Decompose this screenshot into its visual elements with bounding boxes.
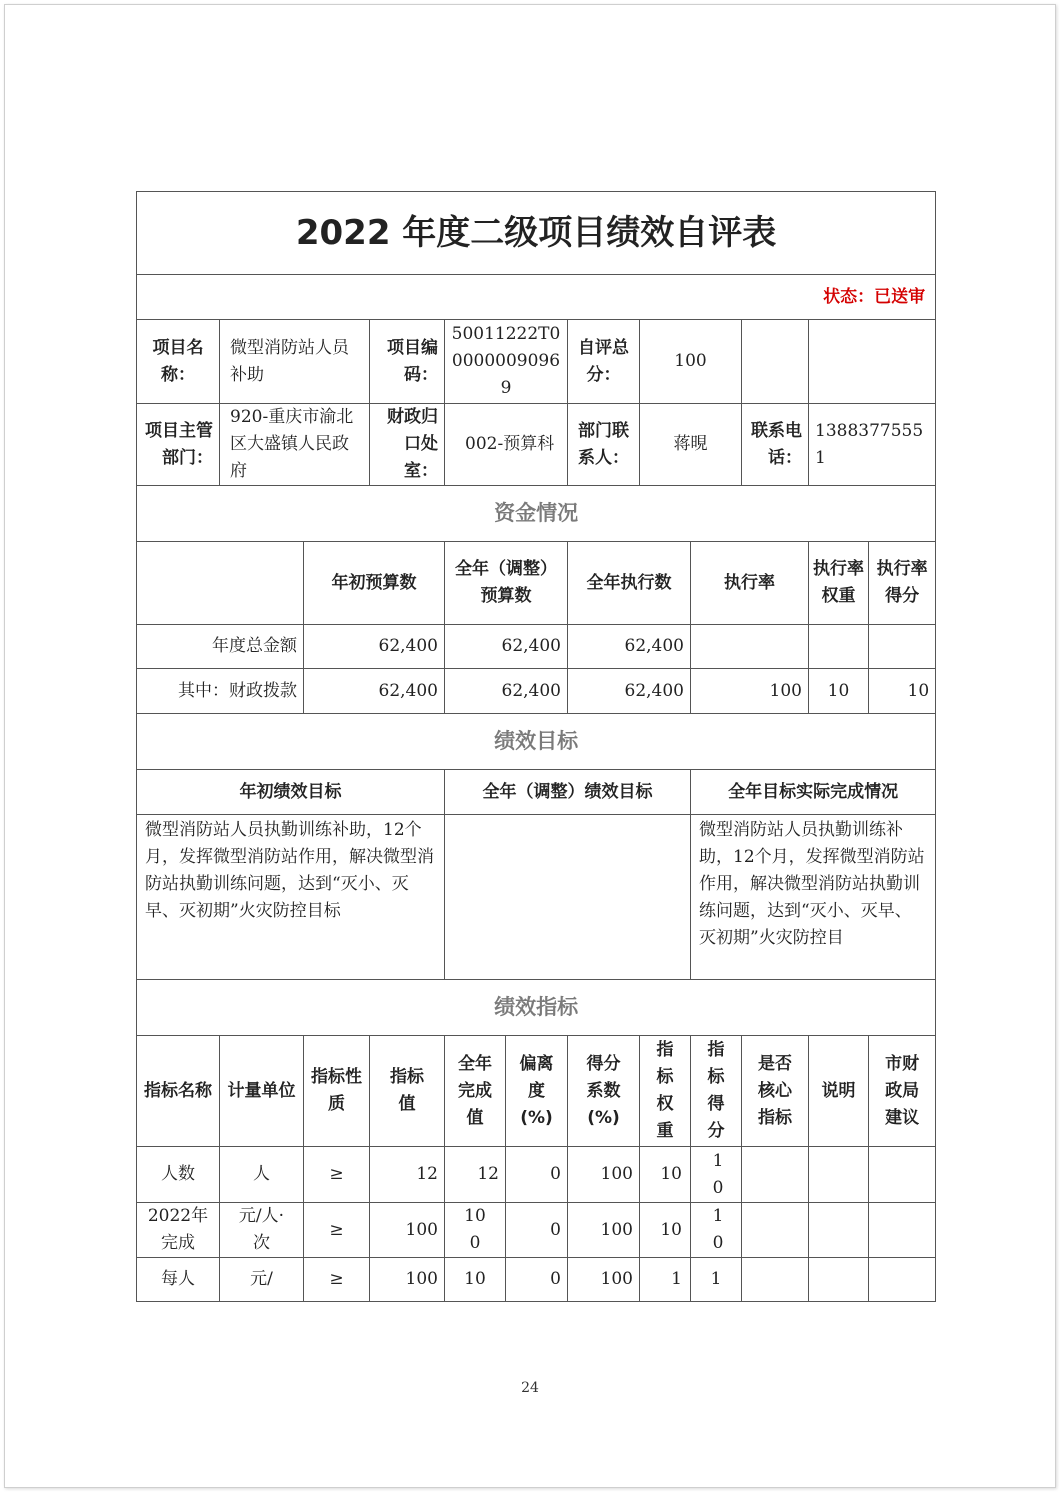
ind-coef: 100 <box>568 1147 640 1203</box>
ind-note <box>809 1147 869 1203</box>
ind-done: 10 <box>445 1258 506 1302</box>
ind-header-advice: 市财政局建议 <box>869 1036 936 1147</box>
ind-unit: 元/ <box>220 1258 304 1302</box>
ind-coef: 100 <box>568 1258 640 1302</box>
finance-label: 财政归口处室： <box>370 404 445 486</box>
ind-done: 100 <box>445 1203 506 1258</box>
funds-header-score: 执行率得分 <box>869 542 936 625</box>
goals-header-initial: 年初绩效目标 <box>137 770 445 815</box>
funds-row-label: 年度总金额 <box>137 625 304 669</box>
ind-weight: 1 <box>640 1258 691 1302</box>
funds-header-blank <box>137 542 304 625</box>
project-name-label: 项目名称： <box>137 320 220 404</box>
ind-header-unit: 计量单位 <box>220 1036 304 1147</box>
dept-value: 920-重庆市渝北区大盛镇人民政府 <box>220 404 370 486</box>
goals-header-adjusted: 全年（调整）绩效目标 <box>445 770 691 815</box>
contact-label: 部门联系人： <box>568 404 640 486</box>
funds-row-adjusted: 62,400 <box>445 625 568 669</box>
phone-label: 联系电话： <box>742 404 809 486</box>
ind-unit: 元/人·次 <box>220 1203 304 1258</box>
form-title: 2022 年度二级项目绩效自评表 <box>137 192 936 275</box>
evaluation-form <box>136 191 936 1302</box>
funds-row-adjusted: 62,400 <box>445 669 568 714</box>
score-label: 自评总分： <box>568 320 640 404</box>
goals-initial-text: 微型消防站人员执勤训练补助，12个月，发挥微型消防站作用，解决微型消防站执勤训练问题，达到“灭小、灭早、灭初期”火灾防控目标 <box>137 815 445 980</box>
goals-header-actual: 全年目标实际完成情况 <box>691 770 936 815</box>
ind-name: 每人 <box>137 1258 220 1302</box>
funds-row-initial: 62,400 <box>304 669 445 714</box>
indicators-section-title: 绩效指标 <box>137 980 936 1036</box>
status-text: 状态：已送审 <box>137 275 936 320</box>
funds-header-executed: 全年执行数 <box>568 542 691 625</box>
funds-header-weight: 执行率权重 <box>809 542 869 625</box>
goals-section-title: 绩效目标 <box>137 714 936 770</box>
ind-name: 人数 <box>137 1147 220 1203</box>
indicator-row <box>137 1258 936 1302</box>
goals-actual-text: 微型消防站人员执勤训练补助，12个月，发挥微型消防站作用，解决微型消防站执勤训练问题，达到“灭小、灭早、灭初期”火灾防控目 <box>691 815 936 980</box>
ind-header-dev: 偏离度(%) <box>506 1036 568 1147</box>
ind-core <box>742 1147 809 1203</box>
ind-header-done: 全年完成值 <box>445 1036 506 1147</box>
ind-note <box>809 1203 869 1258</box>
funds-row-weight: 10 <box>809 669 869 714</box>
funds-section-title: 资金情况 <box>137 486 936 542</box>
ind-value: 100 <box>370 1203 445 1258</box>
ind-advice <box>869 1203 936 1258</box>
ind-header-name: 指标名称 <box>137 1036 220 1147</box>
ind-note <box>809 1258 869 1302</box>
ind-dev: 0 <box>506 1203 568 1258</box>
finance-value: 002-预算科 <box>445 404 568 486</box>
funds-row-label: 其中：财政拨款 <box>137 669 304 714</box>
ind-value: 100 <box>370 1258 445 1302</box>
ind-header-value: 指标值 <box>370 1036 445 1147</box>
ind-header-score: 指标得分 <box>691 1036 742 1147</box>
ind-value: 12 <box>370 1147 445 1203</box>
funds-row-score: 10 <box>869 669 936 714</box>
funds-row-rate: 100 <box>691 669 809 714</box>
contact-value: 蒋晛 <box>640 404 742 486</box>
ind-core <box>742 1258 809 1302</box>
project-code-value: 50011222T000000090969 <box>445 320 568 404</box>
ind-core <box>742 1203 809 1258</box>
funds-row-initial: 62,400 <box>304 625 445 669</box>
empty-cell <box>809 320 936 404</box>
ind-done: 12 <box>445 1147 506 1203</box>
ind-dev: 0 <box>506 1147 568 1203</box>
funds-row-weight <box>809 625 869 669</box>
ind-nature: ≥ <box>304 1203 370 1258</box>
funds-header-adjusted: 全年（调整）预算数 <box>445 542 568 625</box>
funds-row-rate <box>691 625 809 669</box>
project-code-label: 项目编码： <box>370 320 445 404</box>
funds-header-rate: 执行率 <box>691 542 809 625</box>
ind-header-weight: 指标权重 <box>640 1036 691 1147</box>
page-number: 24 <box>521 1380 539 1396</box>
ind-header-coef: 得分系数(%) <box>568 1036 640 1147</box>
project-name-value: 微型消防站人员补助 <box>220 320 370 404</box>
ind-score: 10 <box>691 1147 742 1203</box>
ind-name: 2022年完成 <box>137 1203 220 1258</box>
phone-value: 13883775551 <box>809 404 936 486</box>
goals-adjusted-text <box>445 815 691 980</box>
ind-weight: 10 <box>640 1203 691 1258</box>
ind-unit: 人 <box>220 1147 304 1203</box>
ind-header-core: 是否核心指标 <box>742 1036 809 1147</box>
ind-nature: ≥ <box>304 1258 370 1302</box>
ind-weight: 10 <box>640 1147 691 1203</box>
indicator-row <box>137 1203 936 1258</box>
empty-cell <box>742 320 809 404</box>
ind-score: 10 <box>691 1203 742 1258</box>
ind-dev: 0 <box>506 1258 568 1302</box>
ind-header-note: 说明 <box>809 1036 869 1147</box>
ind-score: 1 <box>691 1258 742 1302</box>
funds-row-executed: 62,400 <box>568 669 691 714</box>
indicator-row <box>137 1147 936 1203</box>
ind-coef: 100 <box>568 1203 640 1258</box>
ind-advice <box>869 1147 936 1203</box>
ind-header-nature: 指标性质 <box>304 1036 370 1147</box>
funds-row-score <box>869 625 936 669</box>
ind-nature: ≥ <box>304 1147 370 1203</box>
dept-label: 项目主管部门： <box>137 404 220 486</box>
score-value: 100 <box>640 320 742 404</box>
ind-advice <box>869 1258 936 1302</box>
funds-header-initial: 年初预算数 <box>304 542 445 625</box>
funds-row-executed: 62,400 <box>568 625 691 669</box>
